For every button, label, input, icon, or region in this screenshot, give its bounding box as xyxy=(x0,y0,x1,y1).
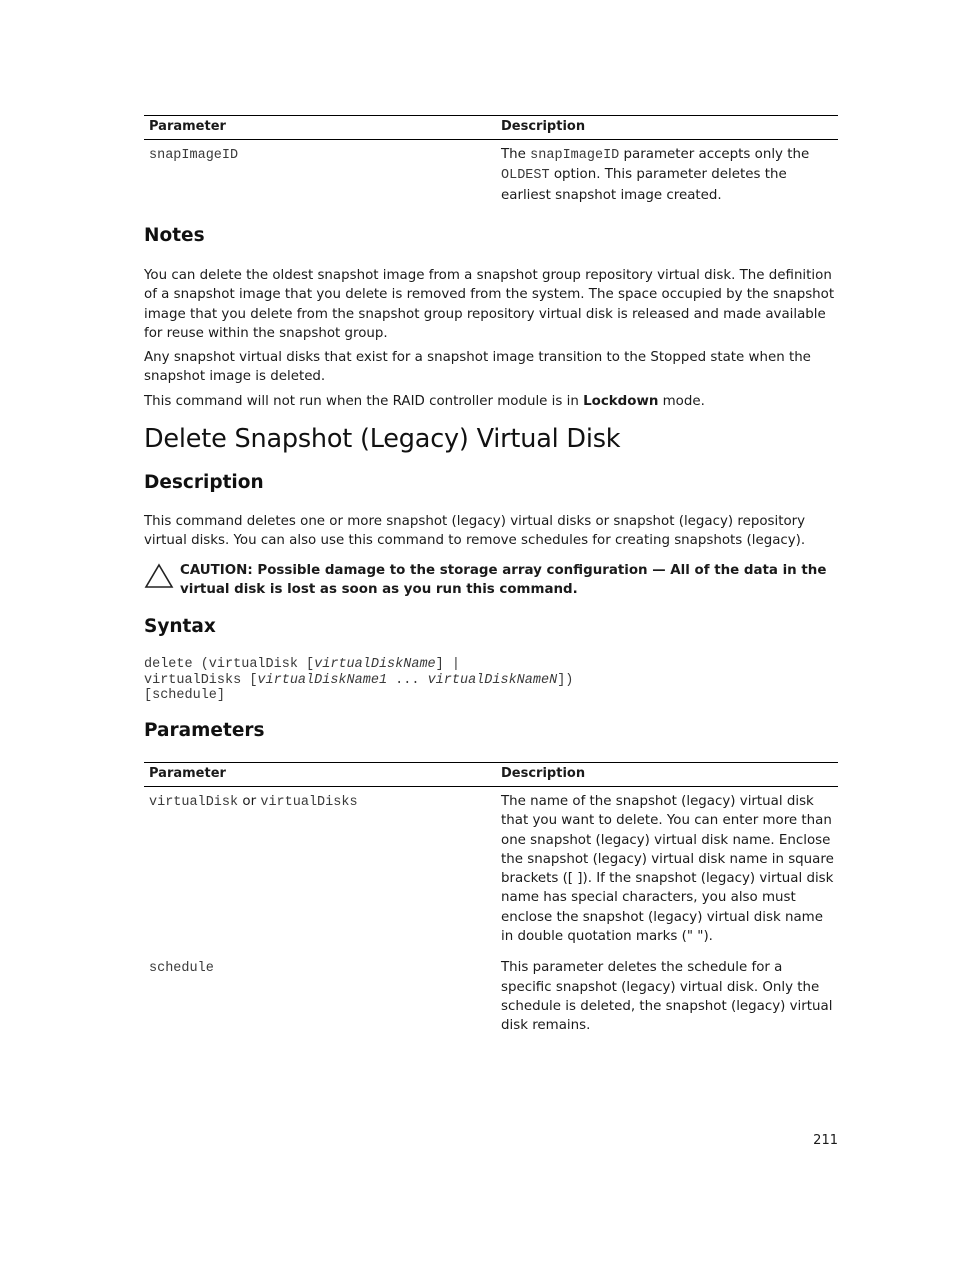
parameter-name: virtualDisk or virtualDisks xyxy=(149,794,358,810)
page-number: 211 xyxy=(813,1133,838,1148)
column-header-description: Description xyxy=(491,763,838,787)
table-header-row xyxy=(144,763,838,787)
description-text: This command deletes one or more snapshot (legacy) virtual disks or snapshot (legacy) repository virtual disks. You can also use this command to remove schedules for creating snapshots (legacy). xyxy=(144,514,806,549)
parameter-table-1 xyxy=(144,115,838,212)
table-row xyxy=(144,953,838,1042)
syntax-code-block: delete (virtualDisk [virtualDiskName] | virtualDisks [virtualDiskName1 ... virtualDiskNameN]) [schedule] xyxy=(144,657,574,704)
table-row xyxy=(144,140,838,212)
column-header-parameter: Parameter xyxy=(144,763,491,787)
warning-triangle-icon xyxy=(144,563,174,589)
column-header-description: Description xyxy=(491,116,838,140)
notes-heading: Notes xyxy=(144,225,205,246)
description-heading: Description xyxy=(144,472,264,493)
parameter-name: snapImageID xyxy=(149,148,239,163)
table-header-row xyxy=(144,116,838,140)
syntax-heading: Syntax xyxy=(144,616,216,637)
column-header-parameter: Parameter xyxy=(144,116,491,140)
parameter-description: The name of the snapshot (legacy) virtual disk that you want to delete. You can enter more than one snapshot (legacy) virtual disk name. Enclose the snapshot (legacy) virtual disk name in square brackets ([ ]). If the snapshot (legacy) virtual disk name has special characters, you also must enclose the snapshot (legacy) virtual disk name in double quotation marks (" "). xyxy=(501,794,834,945)
parameters-heading: Parameters xyxy=(144,720,265,741)
caution-text: CAUTION: Possible damage to the storage array configuration — All of the data in the virtual disk is lost as soon as you run this command. xyxy=(180,563,827,598)
notes-paragraph-1: You can delete the oldest snapshot image from a snapshot group repository virtual disk. The definition of a snapshot image that you delete is removed from the system. The space occupied by the snapshot image that you delete from the snapshot group repository virtual disk is released and made available for reuse within the snapshot group. xyxy=(144,268,835,341)
parameter-description: This parameter deletes the schedule for a specific snapshot (legacy) virtual disk. Only the schedule is deleted, the snapshot (legacy) virtual disk remains. xyxy=(501,960,833,1034)
parameter-table-2 xyxy=(144,762,838,1043)
table-row xyxy=(144,787,838,954)
caution-note xyxy=(144,561,838,600)
parameter-name: schedule xyxy=(149,961,214,977)
notes-paragraph-2: Any snapshot virtual disks that exist for a snapshot image transition to the Stopped state when the snapshot image is deleted. xyxy=(144,350,811,385)
parameter-description: The snapImageID parameter accepts only the OLDEST option. This parameter deletes the earliest snapshot image created. xyxy=(501,147,810,203)
section-title: Delete Snapshot (Legacy) Virtual Disk xyxy=(144,424,621,454)
notes-body xyxy=(144,266,838,411)
notes-paragraph-3: This command will not run when the RAID controller module is in Lockdown mode. xyxy=(144,393,705,409)
